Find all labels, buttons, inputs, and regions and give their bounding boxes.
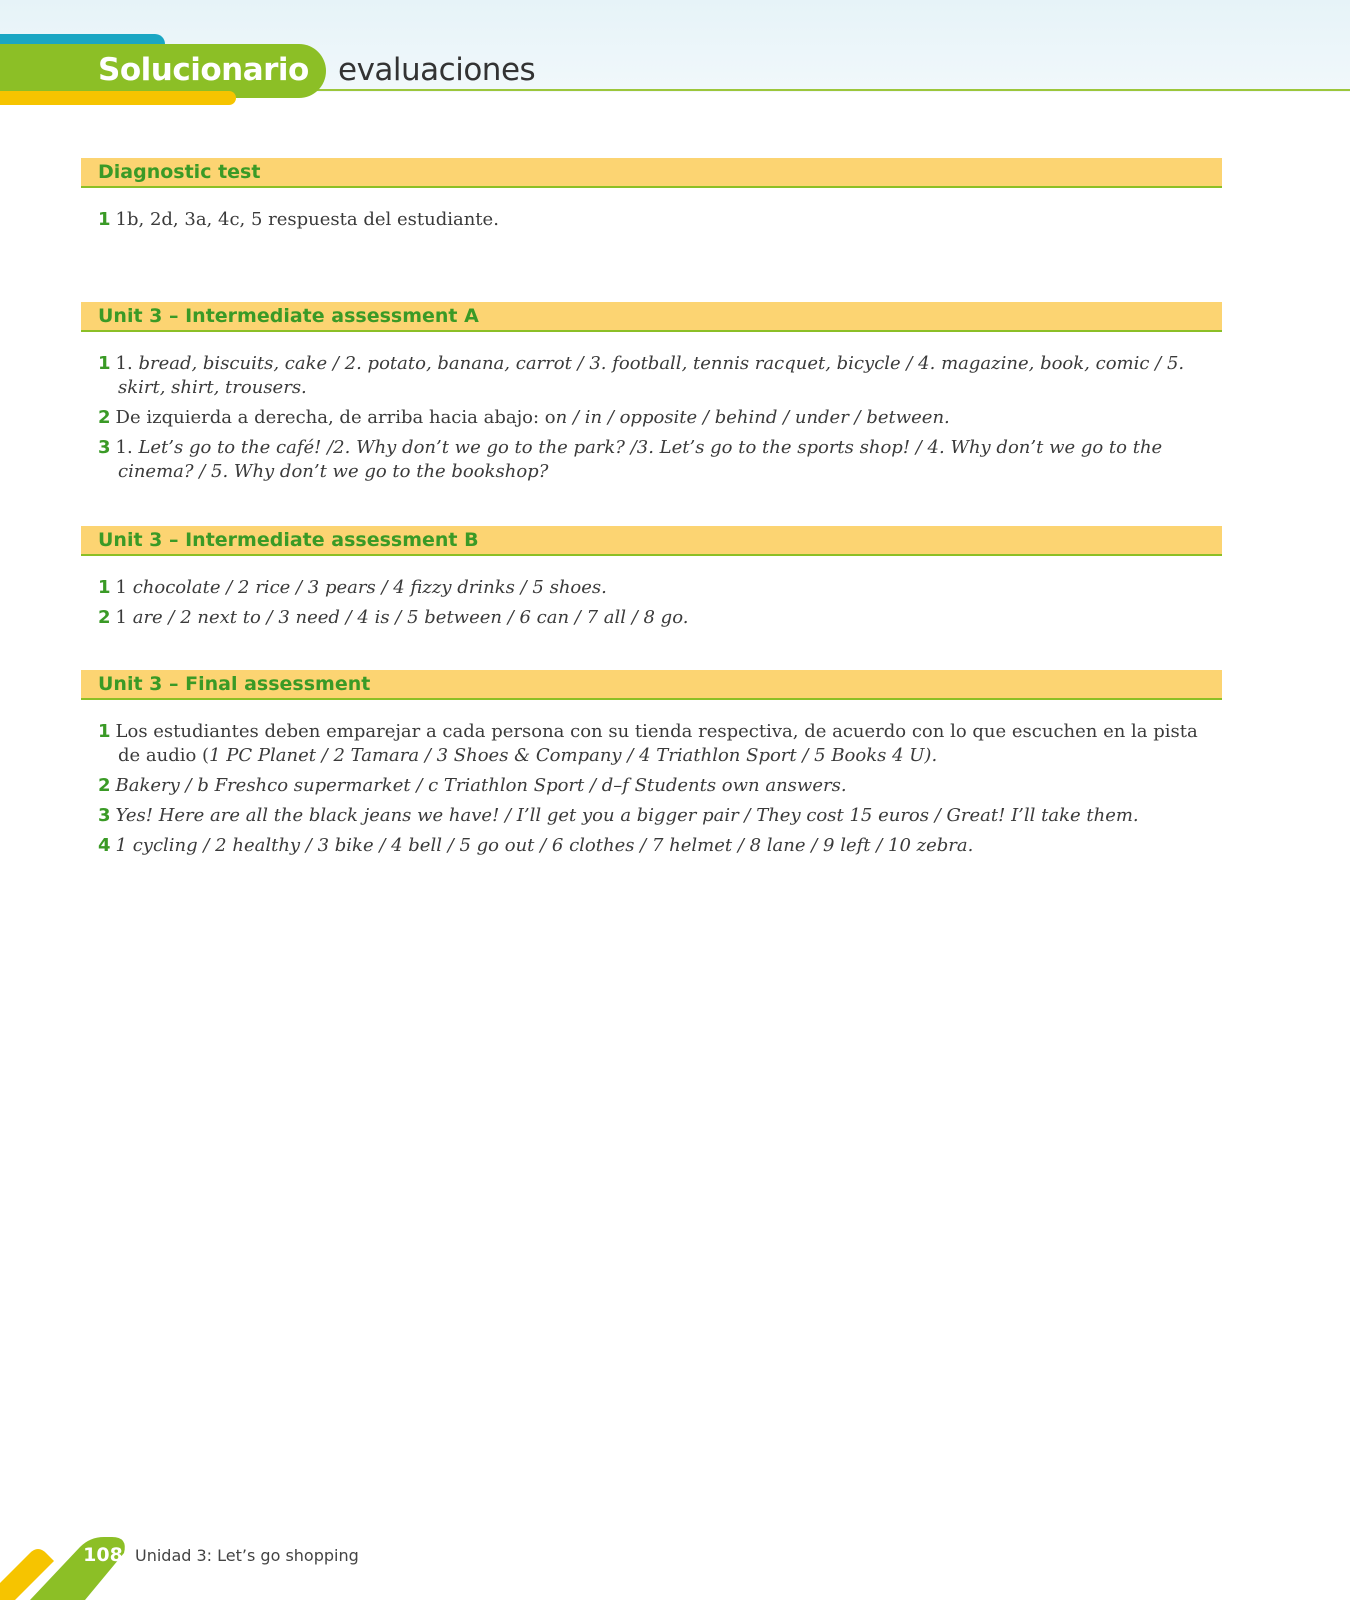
page-subtitle: evaluaciones (338, 52, 536, 88)
answer-number: 3 (98, 437, 111, 458)
section-header-bar (81, 158, 1222, 188)
header-yellow-tab (0, 91, 236, 105)
answer-item (98, 720, 1212, 768)
answer-list (81, 188, 1222, 232)
footer-unit-title: Unidad 3: Let’s go shopping (135, 1546, 359, 1565)
answer-item (98, 352, 1212, 400)
answer-number: 3 (98, 805, 111, 826)
section-diagnostic-test (81, 158, 1222, 232)
answer-number: 4 (98, 835, 111, 856)
answer-number: 2 (98, 607, 111, 628)
answer-item (98, 774, 1212, 798)
section-intermediate-assessment-a (81, 302, 1222, 484)
section-header-bar (81, 670, 1222, 700)
section-header-bar (81, 526, 1222, 556)
answer-item (98, 406, 1212, 430)
answer-number: 2 (98, 407, 111, 428)
answer-text-italic: are / 2 next to / 3 need / 4 is / 5 between / 6 can / 7 all / 8 go. (132, 607, 689, 628)
answer-text: 1. (115, 437, 139, 458)
answer-list (81, 332, 1222, 484)
answer-number: 1 (98, 577, 111, 598)
answer-text-italic: 1 cycling / 2 healthy / 3 bike / 4 bell / 5 go out / 6 clothes / 7 helmet / 8 lane / 9 left / 10 zebra. (115, 835, 974, 856)
answer-item (98, 436, 1212, 484)
answer-item (98, 804, 1212, 828)
section-title: Unit 3 – Intermediate assessment A (98, 305, 479, 327)
section-header-bar (81, 302, 1222, 332)
section-intermediate-assessment-b (81, 526, 1222, 630)
answer-text: 1 (115, 607, 133, 628)
answer-text: 1b, 2d, 3a, 4c, 5 respuesta del estudiante. (115, 209, 499, 230)
answer-item (98, 606, 1212, 630)
answer-text: De izquierda a derecha, de arriba hacia abajo: o (115, 407, 556, 428)
page-title: Solucionario (98, 52, 309, 88)
answer-text: 1. (115, 353, 139, 374)
answer-text: Los estudiantes deben emparejar a cada persona con su tienda respectiva, de acuerdo con lo que escuchen en la pista de audio ( (115, 721, 1198, 766)
answer-list (81, 700, 1222, 858)
answer-number: 2 (98, 775, 111, 796)
section-title: Diagnostic test (98, 161, 261, 183)
answer-text: 1 (115, 577, 133, 598)
answer-item (98, 208, 1212, 232)
answer-text-italic: Bakery / b Freshco supermarket / c Triathlon Sport / d–f Students own answers. (115, 775, 847, 796)
answer-number: 1 (98, 721, 111, 742)
section-final-assessment (81, 670, 1222, 858)
answer-text-italic: Let’s go to the café! /2. Why don’t we go to the park? /3. Let’s go to the sports shop! / 4. Why don’t we go to the cinema? / 5. Why don’t we go to the bookshop? (118, 437, 1163, 482)
answer-text-italic: n / in / opposite / behind / under / between. (555, 407, 950, 428)
answer-text-italic: chocolate / 2 rice / 3 pears / 4 fizzy drinks / 5 shoes. (132, 577, 607, 598)
answer-number: 1 (98, 209, 111, 230)
answer-text-italic: bread, biscuits, cake / 2. potato, banana, carrot / 3. football, tennis racquet, bicycle / 4. magazine, book, comic / 5. skirt, shirt, trousers. (118, 353, 1185, 398)
answer-list (81, 556, 1222, 630)
answer-item (98, 576, 1212, 600)
answer-item (98, 834, 1212, 858)
page-number: 108 (83, 1544, 123, 1566)
section-title: Unit 3 – Final assessment (98, 673, 371, 695)
answer-number: 1 (98, 353, 111, 374)
answer-text-italic: 1 PC Planet / 2 Tamara / 3 Shoes & Company / 4 Triathlon Sport / 5 Books 4 U). (209, 745, 938, 766)
answer-text-italic: Yes! Here are all the black jeans we have! / I’ll get you a bigger pair / They cost 15 euros / Great! I’ll take them. (115, 805, 1139, 826)
section-title: Unit 3 – Intermediate assessment B (98, 529, 479, 551)
